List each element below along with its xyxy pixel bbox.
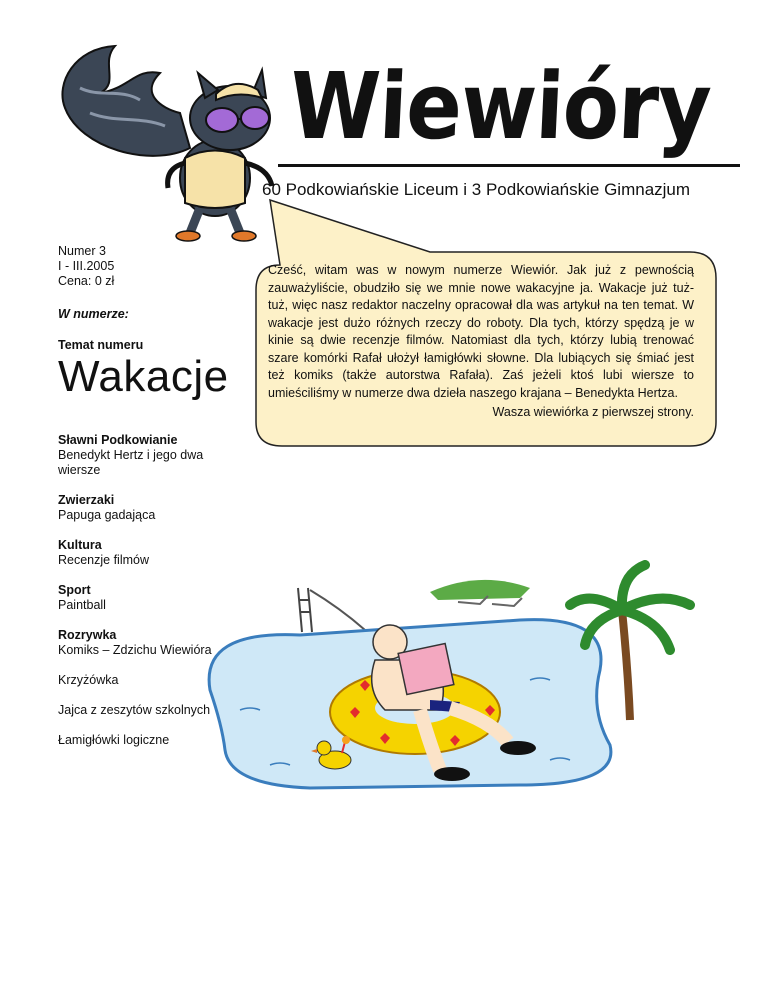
issue-info	[58, 244, 248, 289]
squirrel-mascot-icon	[40, 28, 280, 248]
contents-item	[58, 493, 248, 523]
contents-heading: W numerze:	[58, 307, 129, 321]
issue-date: I - III.2005	[58, 259, 115, 273]
section-name: Sławni Podkowianie	[58, 433, 178, 447]
issue-price: Cena: 0 zł	[58, 274, 115, 288]
section-name: Zwierzaki	[58, 493, 115, 507]
section-desc: Recenzje filmów	[58, 553, 150, 567]
section-desc: Benedykt Hertz i jego dwa wiersze	[58, 448, 204, 477]
issue-number: Numer 3	[58, 244, 106, 258]
section-name: Kultura	[58, 538, 102, 552]
bubble-body: Cześć, witam was w nowym numerze Wiewiór. Jak już z pewnością zauważyliście, obudziło się we mnie nowe wakacyjne ja. Wakacje już tuż-tuż, więc nasz redaktor naczelny opracował dla was artykuł na ten temat. W wakacje jest dużo różnych rzeczy do roboty. Dla tych, którzy spędzą je w kinie są dwie recenzje filmów. Natomiast dla tych, którzy lubią trenować szare komórki Rafał ułożył łamigłówki słowne. Dla lubiących się śmiać jest też komiks (także autorstwa Rafała). Zaś jeżeli ktoś lubi wiersze to umieściliśmy w numerze dwa dzieła naszego krajana – Benedykta Hertza.	[268, 263, 694, 400]
section-desc: Jajca z zeszytów szkolnych	[58, 703, 211, 717]
masthead-title: Wiewióry	[287, 54, 713, 161]
section-desc: Paintball	[58, 598, 106, 612]
topic-title: Wakacje	[58, 352, 229, 401]
section-name: Sport	[58, 583, 91, 597]
section-desc: Papuga gadająca	[58, 508, 156, 522]
pool-vacation-illustration	[190, 560, 700, 800]
bubble-message	[268, 262, 694, 422]
section-name: Rozrywka	[58, 628, 117, 642]
masthead-subtitle: 60 Podkowiańskie Liceum i 3 Podkowiańskie Gimnazjum	[262, 180, 691, 199]
section-desc: Krzyżówka	[58, 673, 119, 687]
section-desc: Łamigłówki logiczne	[58, 733, 170, 747]
bubble-signature: Wasza wiewiórka z pierwszej strony.	[492, 405, 694, 419]
section-desc: Komiks – Zdzichu Wiewióra	[58, 643, 212, 657]
masthead-divider	[278, 164, 740, 167]
contents-item	[58, 433, 248, 478]
topic-label: Temat numeru	[58, 338, 144, 352]
